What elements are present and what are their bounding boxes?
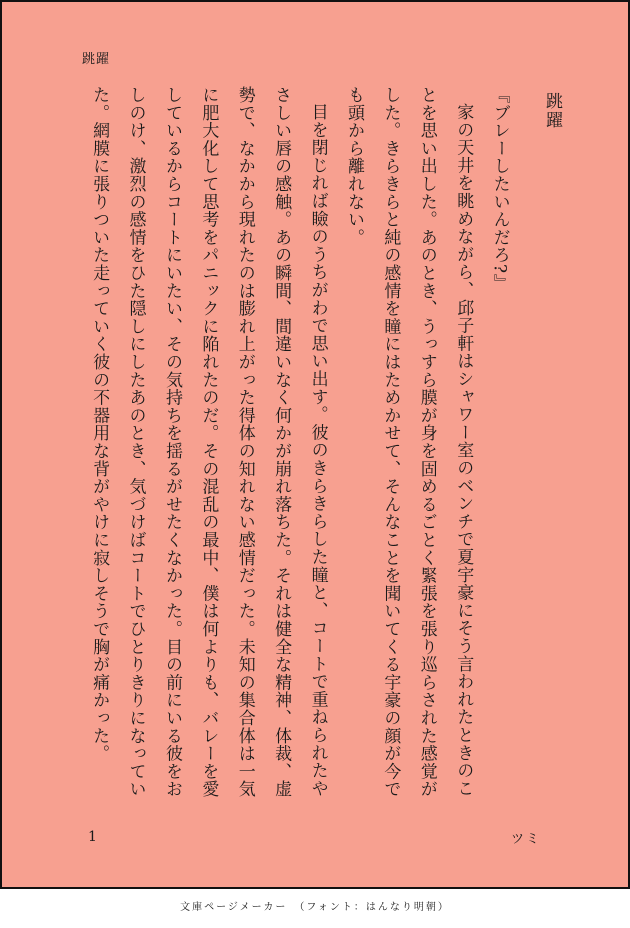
- vertical-body-text: [81, 86, 570, 806]
- page-number: 1: [88, 829, 97, 845]
- running-header: 跳躍: [82, 52, 111, 67]
- author-name: ツミ: [511, 832, 542, 847]
- paragraph-1: 家の天井を眺めながら、邱子軒はシャワー室のベンチで夏宇豪にそう言われたときのことを思い出した。あのとき、うっすら膜が身を固めるごとく緊張を張り巡らされた感覚がした。きらきらと純の感情を瞳にはためかせて、そんなことを聞いてくる宇豪の顔が今でも頭から離れない。: [343, 86, 474, 798]
- generator-credit: 文庫ページメーカー （フォント：はんなり明朝）: [180, 902, 450, 913]
- paragraph-dialogue: 『ブレーしたいんだろ?』: [489, 86, 510, 292]
- paragraph-2: 目を閉じれば瞼のうちがわで思い出す。彼のきらきらした瞳と、コートで重ねられたやさしい唇の感触。あの瞬間、間違いなく何かが崩れ落ちた。それは健全な精神、体裁、虚勢で、なかから現れたのは膨れ上がった得体の知れない感情だった。未知の集合体は一気に肥大化して思考をパニックに陥れたのだ。その混乱の最中、僕は何よりも、バレーを愛しているからコートにいたい、その気持ちを揺るがせたくなかった。目の前にいる彼をおしのけ、激烈の感情をひた隠しにしたあのとき、気づけばコートでひとりきりになっていた。網膜に張りついた走っていく彼の不器用な背がやけに寂しそうで胸が痛かった。: [89, 86, 328, 798]
- chapter-title: 跳躍: [542, 92, 562, 130]
